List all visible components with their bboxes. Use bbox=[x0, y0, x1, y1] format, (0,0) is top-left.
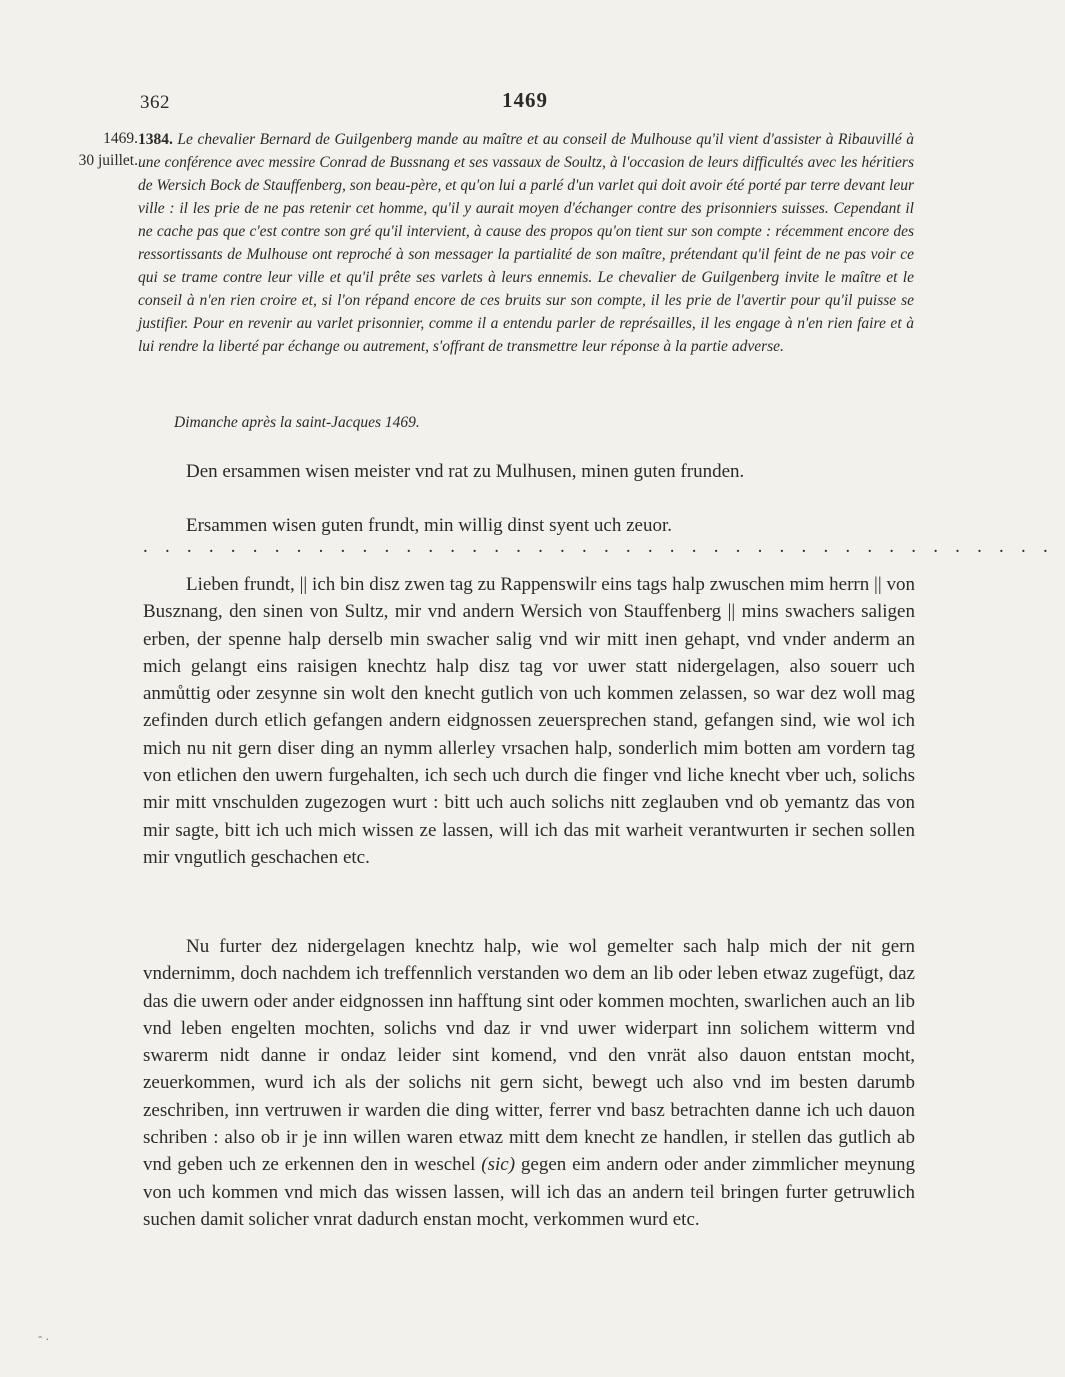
margin-day: 30 juillet. bbox=[78, 152, 138, 169]
margin-year: 1469. bbox=[103, 130, 138, 147]
regest-summary bbox=[138, 128, 914, 358]
paragraph-2-text-b: gegen eim andern oder ander zimmlicher meynung von uch kommen vnd mich das wissen lassen, will ich das an andern teil bringen furter getruwlich suchen damit solicher vnrat dadurch enstan mocht, verkommen wurd etc. bbox=[143, 1154, 915, 1230]
paragraph-2-text-a: Nu furter dez nidergelagen knechtz halp, wie wol gemelter sach halp mich der nit gern vndernimm, doch nachdem ich treffennlich verstanden wo dem an lib oder leben etwaz zugefügt, daz das die uwern oder ander eidgnossen inn hafftung sint oder kommen mochten, swarlichen auch an lib vnd leben engelten mochten, solichs vnd daz ir vnd uwer widerpart inn solichem witterm vnd swarerm nidt danne ir ondaz leider sint komend, vnd den vnrät also dauon entstan mocht, zeuerkommen, wurd ich als der solichs nit gern sicht, bewegt uch also vnd im besten darumb zeschriben, inn vertruwen ir warden die ding witter, ferrer vnd basz betrachten danne ich uch dauon schriben : also ob ir je inn willen waren etwaz mitt dem knecht ze handlen, ir stellen das gutlich ab vnd geben uch ze erkennen den in weschel bbox=[143, 936, 915, 1176]
letter-paragraph-1: Lieben frundt, || ich bin disz zwen tag zu Rappenswilr eins tags halp zwuschen mim herrn || von Busznang, den sinen von Sultz, mir vnd andern Wersich von Stauffenberg || mins swachers saligen erben, der spenne halp derselb min swacher salig vnd wir mitt inen gehapt, vnd vnder anderm an mich gelangt eins raisigen knechtz halp disz tag vor uwer statt nidergelagen, also souerr uch anmůttig oder zesynne sin wolt den knecht gutlich von uch kommen zelassen, so war dez woll mag zefinden durch etlich gefangen andern eidgnossen zeuersprechen stand, gefangen sind, wie wol ich mich nu nit gern diser ding an nymm allerley vrsachen halp, sonderlich mim botten am vordern tag von etlichen den uwern furgehalten, ich sech uch durch die finger vnd liche knecht vber uch, solichs mir mitt vnschulden zugezogen wurt : bitt uch auch solichs nitt zeglauben vnd ob yemantz das von mir sagte, bitt ich uch mich wissen ze lassen, will ich das mit warheit verantwurten ir sechen sollen mir vngutlich geschachen etc. bbox=[143, 574, 915, 868]
regest-number: 1384. bbox=[138, 131, 173, 148]
page-speck: - . bbox=[38, 1328, 49, 1343]
page-header bbox=[0, 88, 1000, 118]
regest-date-line: Dimanche après la saint-Jacques 1469. bbox=[174, 414, 420, 431]
margin-date bbox=[38, 128, 138, 172]
letter-paragraph-2 bbox=[143, 933, 915, 1233]
sic-note: (sic) bbox=[481, 1154, 516, 1176]
regest-text: Le chevalier Bernard de Guilgenberg mande au maître et au conseil de Mulhouse qu'il vient d'assister à Ribauvillé à une conférence avec messire Conrad de Bussnang et ses vassaux de Soultz, à l'occasion de leurs difficultés avec les héritiers de Wersich Bock de Stauffenberg, son beau-père, et qu'on lui a parlé d'un varlet qui doit avoir été porté par terre devant leur ville : il les prie de ne pas retenir cet homme, qu'il y aurait moyen d'échanger contre des prisonniers suisses. Cependant il ne cache pas que c'est contre son gré qu'il intervient, à cause des propos qu'on tient sur son compte : récemment encore des ressortissants de Mulhouse ont reproché à son messager la partialité de son maître, prétendant qu'il feint de ne pas voir ce qui se trame contre leur ville et qu'il prête ses varlets à leurs ennemis. Le chevalier de Guilgenberg invite le maître et le conseil à n'en rien croire et, si l'on répand encore de ces bruits sur son compte, il les prie de l'avertir pour qu'il puisse se justifier. Pour en revenir au varlet prisonnier, comme il a entendu parler de représailles, il les engage à n'en rien faire et à lui rendre la liberté par échange ou autrement, s'offrant de transmettre leur réponse à la partie adverse. bbox=[138, 131, 915, 355]
omission-dots: .......................................... bbox=[143, 536, 1065, 557]
letter-salutation: Ersammen wisen guten frundt, min willig dinst syent uch zeuor. bbox=[186, 515, 673, 536]
running-year: 1469 bbox=[502, 88, 548, 112]
page-number: 362 bbox=[140, 92, 170, 113]
letter-address: Den ersammen wisen meister vnd rat zu Mulhusen, minen guten frunden. bbox=[186, 461, 745, 482]
